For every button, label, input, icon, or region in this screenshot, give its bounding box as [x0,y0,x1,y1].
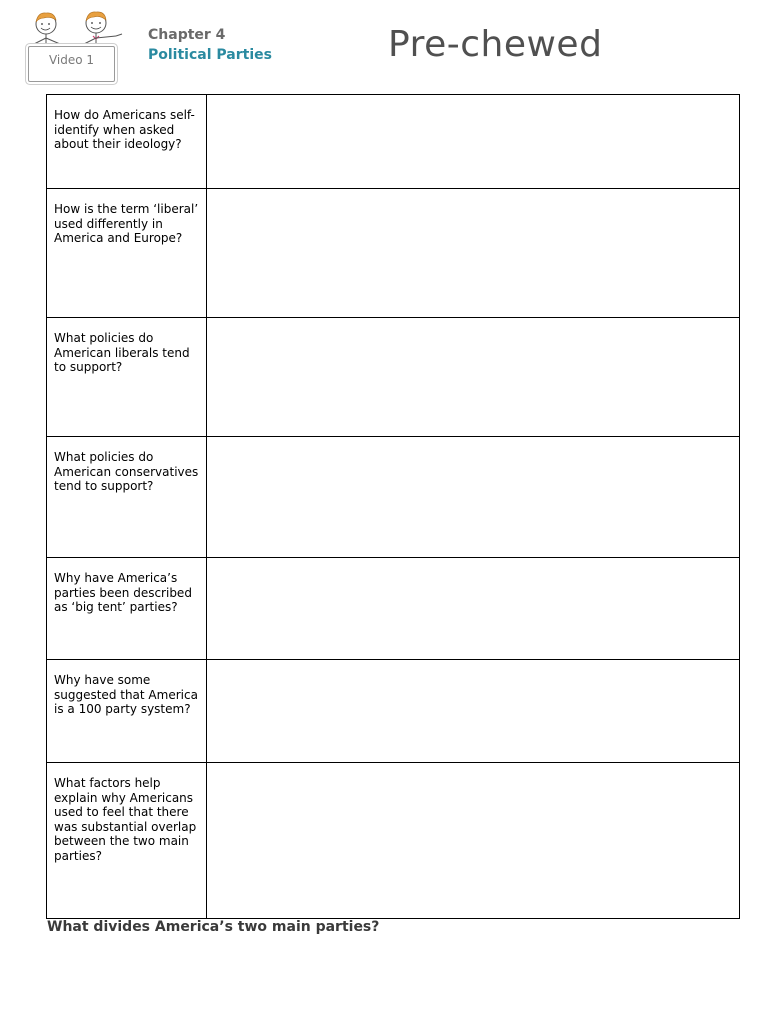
logo [26,10,124,82]
footer-heading: What divides America’s two main parties? [47,919,380,935]
question-cell: How do Americans self-identify when asked about their ideology? [47,95,207,189]
question-cell: What factors help explain why Americans used to feel that there was substantial overlap between the two main parties? [47,763,207,919]
video-label: Video 1 [48,53,95,67]
answer-cell[interactable] [207,763,740,919]
chapter-subtitle: Political Parties [148,47,272,63]
table-row [47,318,740,437]
table-row [47,95,740,189]
brand-title: Pre-chewed [388,24,603,65]
worksheet-table [46,94,740,919]
table-row [47,660,740,763]
answer-cell[interactable] [207,660,740,763]
question-cell: Why have America’s parties been described as ‘big tent’ parties? [47,558,207,660]
answer-cell[interactable] [207,318,740,437]
question-cell: Why have some suggested that America is a 100 party system? [47,660,207,763]
answer-cell[interactable] [207,189,740,318]
table-row [47,763,740,919]
question-cell: How is the term ‘liberal’ used differently in America and Europe? [47,189,207,318]
chapter-title: Chapter 4 [148,27,226,43]
answer-cell[interactable] [207,95,740,189]
table-row [47,558,740,660]
question-cell: What policies do American conservatives tend to support? [47,437,207,558]
table-row [47,437,740,558]
question-cell: What policies do American liberals tend to support? [47,318,207,437]
table-row [47,189,740,318]
answer-cell[interactable] [207,437,740,558]
answer-cell[interactable] [207,558,740,660]
video-sign [28,46,115,82]
